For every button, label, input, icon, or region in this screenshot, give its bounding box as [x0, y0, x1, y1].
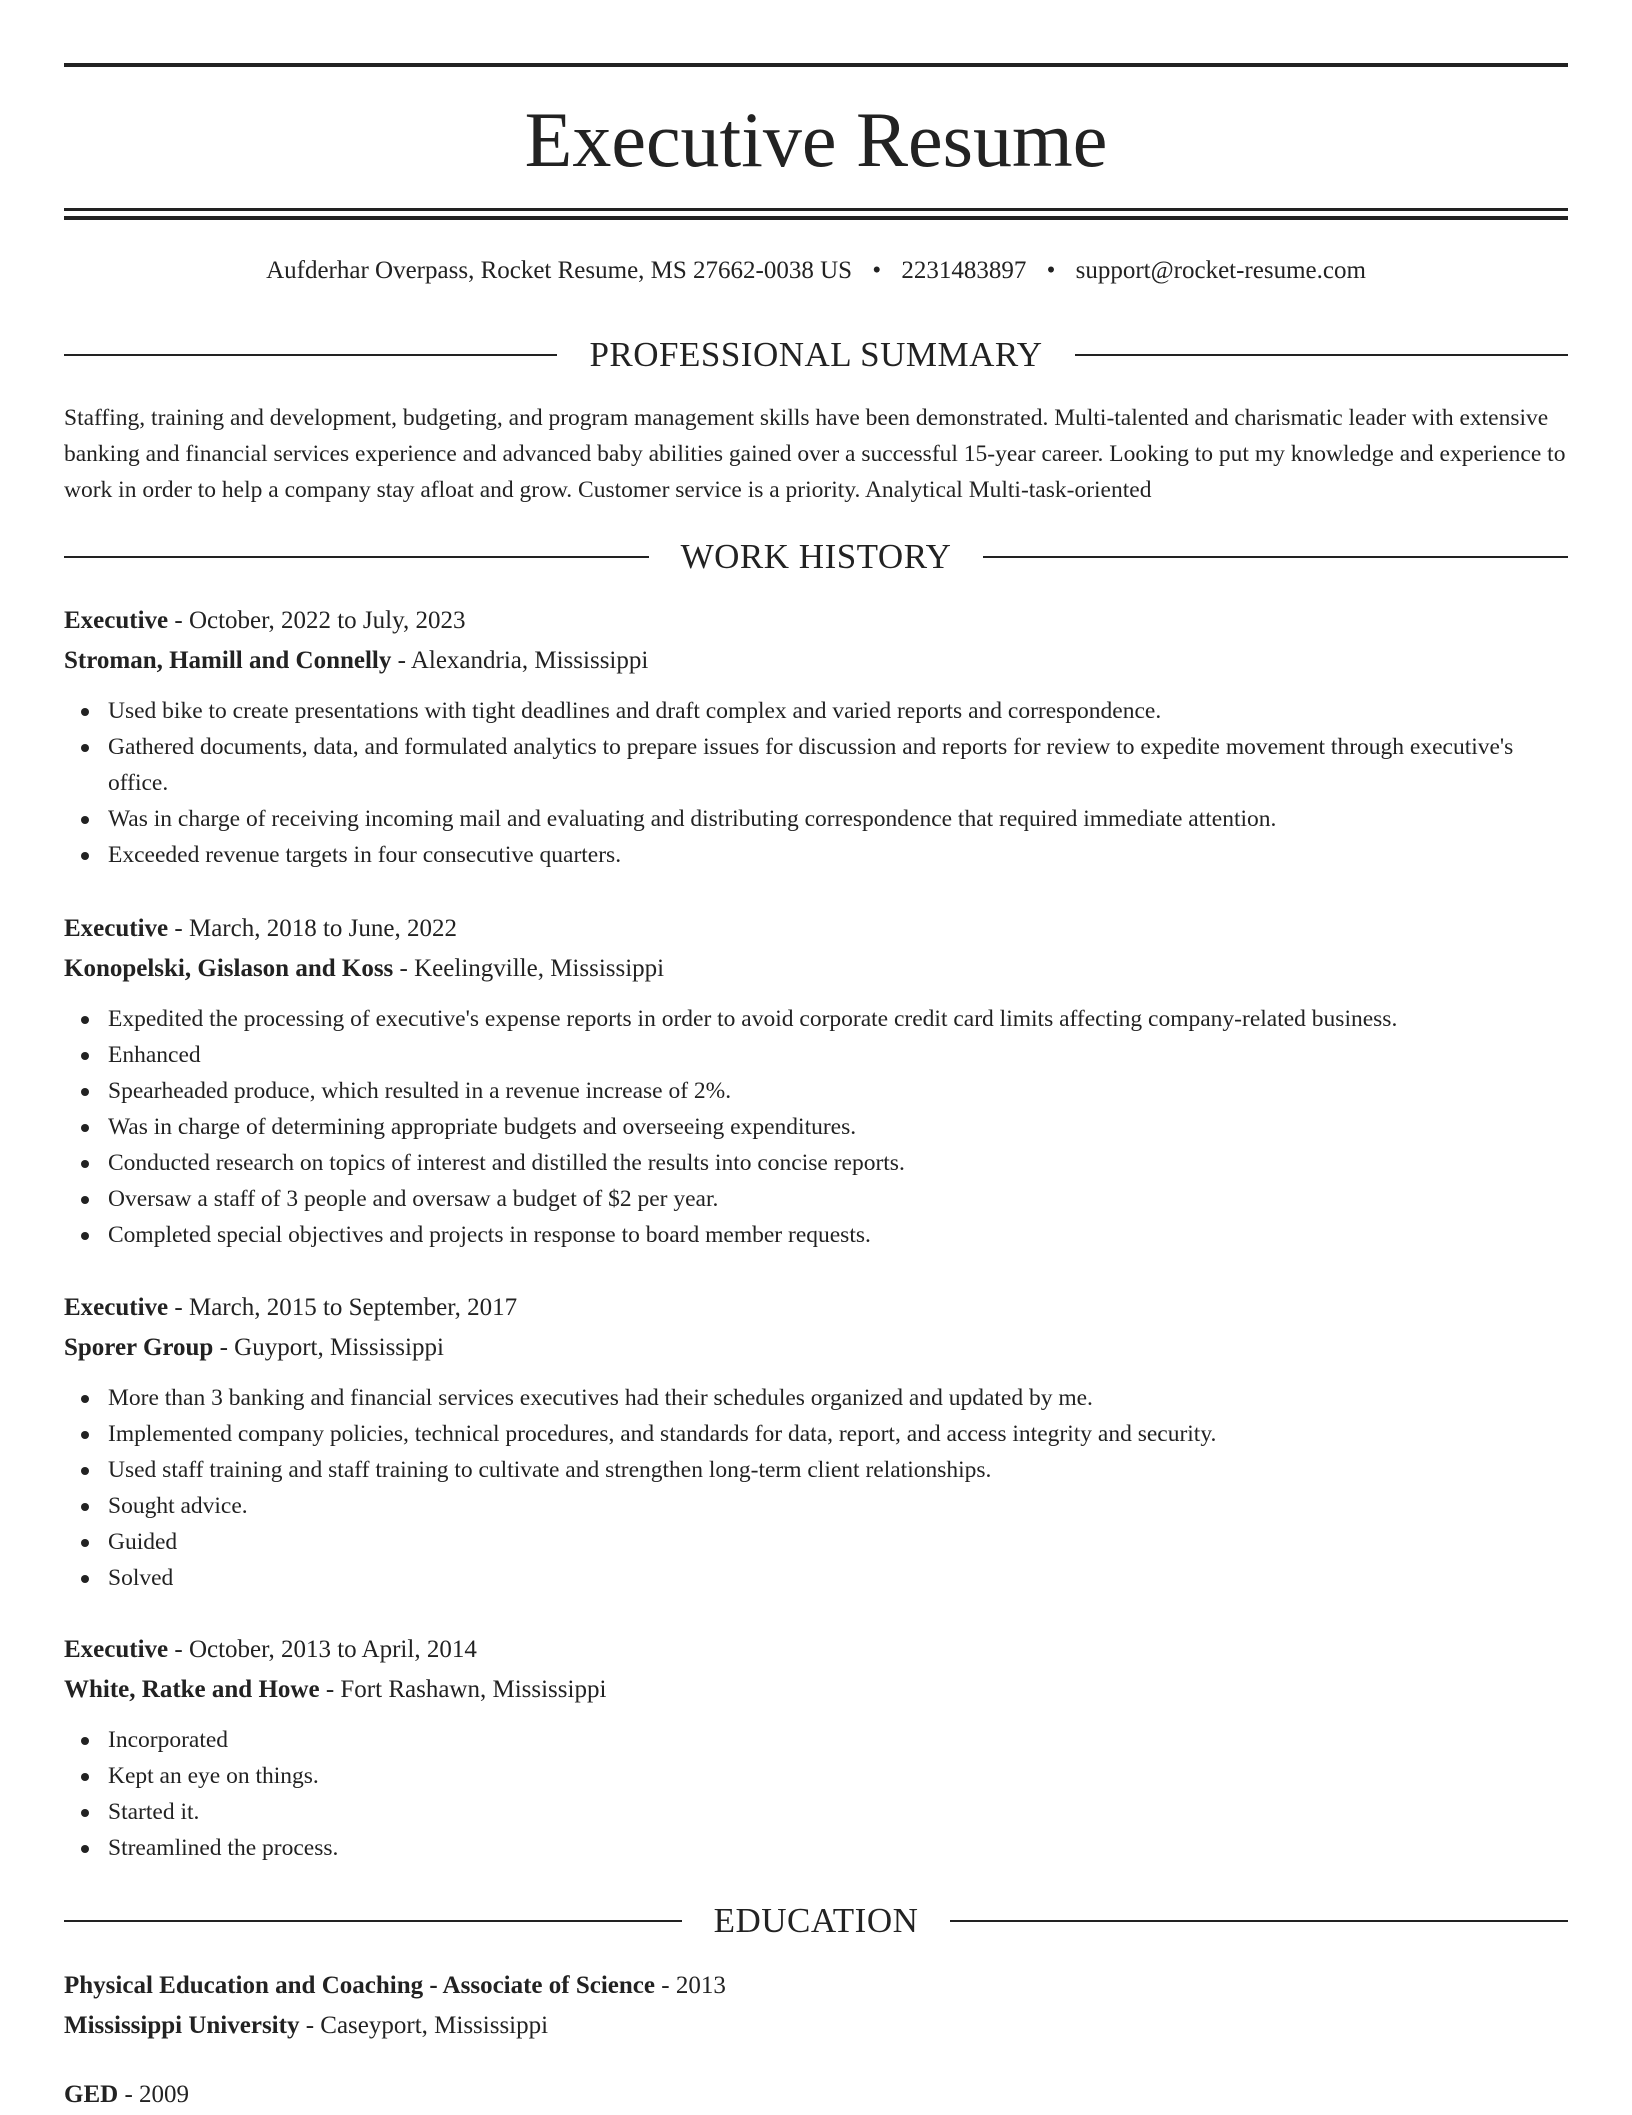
job-title-line [64, 1288, 1568, 1328]
job-location: - Keelingville, Mississippi [393, 955, 665, 982]
job-dates: - October, 2022 to July, 2023 [168, 607, 466, 634]
job-bullet: Was in charge of receiving incoming mail and evaluating and distributing correspondence that required immediate attention. [108, 801, 1568, 837]
heading-rule [950, 1920, 1568, 1922]
section-heading-summary [64, 333, 1568, 377]
heading-rule [1075, 354, 1568, 356]
job-bullet: Guided [108, 1524, 1568, 1560]
education-year: - 2013 [655, 1972, 726, 1999]
contact-phone: 2231483897 [901, 257, 1027, 284]
job-bullet-list [64, 1380, 1568, 1596]
job-bullet: Expedited the processing of executive's expense reports in order to avoid corporate credit card limits affecting company-related business. [108, 1001, 1568, 1037]
job-bullet: Enhanced [108, 1037, 1568, 1073]
job-company: Sporer Group [64, 1334, 214, 1361]
page-title: Executive Resume [524, 96, 1108, 183]
job-company-line [64, 641, 1568, 681]
section-heading-label: WORK HISTORY [680, 537, 952, 576]
job-bullet: Used bike to create presentations with tight deadlines and draft complex and varied reports and correspondence. [108, 693, 1568, 729]
job-bullet: Implemented company policies, technical procedures, and standards for data, report, and access integrity and security. [108, 1416, 1568, 1452]
education-school-line [64, 2006, 1568, 2046]
contact-separator: • [872, 257, 882, 284]
job-bullet-list [64, 1001, 1568, 1253]
education-year: - 2009 [118, 2081, 190, 2108]
job-bullet: Sought advice. [108, 1488, 1568, 1524]
education-degree: GED [64, 2081, 119, 2108]
job-title: Executive [64, 1636, 169, 1663]
job-bullet: Spearheaded produce, which resulted in a revenue increase of 2%. [108, 1073, 1568, 1109]
contact-email: support@rocket-resume.com [1075, 257, 1366, 284]
job-title-line [64, 601, 1568, 641]
job-bullet: Oversaw a staff of 3 people and oversaw a budget of $2 per year. [108, 1181, 1568, 1217]
heading-rule [64, 354, 557, 356]
job-company: White, Ratke and Howe [64, 1676, 320, 1703]
job-title: Executive [64, 607, 169, 634]
job-title-line [64, 909, 1568, 949]
job-bullet: Streamlined the process. [108, 1830, 1568, 1866]
job-company-line [64, 1670, 1568, 1710]
job-entry [64, 909, 1568, 1253]
contact-separator: • [1046, 257, 1056, 284]
job-bullet: Was in charge of determining appropriate budgets and overseeing expenditures. [108, 1109, 1568, 1145]
contact-line [64, 254, 1568, 288]
contact-address: Aufderhar Overpass, Rocket Resume, MS 27662-0038 US [266, 257, 853, 284]
top-rule [64, 63, 1568, 67]
education-location: - Caseyport, Mississippi [299, 2012, 549, 2039]
job-bullet: Incorporated [108, 1722, 1568, 1758]
job-bullet-list [64, 1722, 1568, 1866]
job-entry [64, 601, 1568, 873]
job-bullet: Exceeded revenue targets in four consecutive quarters. [108, 837, 1568, 873]
title-rule-upper [64, 208, 1568, 211]
heading-rule [64, 1920, 682, 1922]
job-company: Stroman, Hamill and Connelly [64, 647, 392, 674]
job-company-line [64, 1328, 1568, 1368]
education-degree: Physical Education and Coaching - Associate of Science [64, 1972, 655, 1999]
job-dates: - March, 2018 to June, 2022 [168, 915, 457, 942]
section-heading-education [64, 1899, 1568, 1943]
job-location: - Guyport, Mississippi [213, 1334, 444, 1361]
education-degree-line [64, 2075, 1568, 2115]
job-bullet: Kept an eye on things. [108, 1758, 1568, 1794]
job-bullet: Solved [108, 1560, 1568, 1596]
job-bullet: Gathered documents, data, and formulated analytics to prepare issues for discussion and reports for review to expedite movement through executive's office. [108, 729, 1568, 801]
job-title: Executive [64, 915, 169, 942]
job-dates: - March, 2015 to September, 2017 [168, 1294, 518, 1321]
job-bullet: Completed special objectives and projects in response to board member requests. [108, 1217, 1568, 1253]
section-heading-label: PROFESSIONAL SUMMARY [589, 335, 1043, 374]
job-location: - Fort Rashawn, Mississippi [319, 1676, 607, 1703]
job-bullet: Conducted research on topics of interest and distilled the results into concise reports. [108, 1145, 1568, 1181]
education-entry [64, 1966, 1568, 2046]
job-title: Executive [64, 1294, 169, 1321]
education-degree-line [64, 1966, 1568, 2006]
heading-rule [64, 556, 649, 558]
section-heading-label: EDUCATION [713, 1901, 919, 1940]
job-bullet: More than 3 banking and financial services executives had their schedules organized and updated by me. [108, 1380, 1568, 1416]
section-heading-work-history [64, 535, 1568, 579]
job-company: Konopelski, Gislason and Koss [64, 955, 394, 982]
job-bullet: Started it. [108, 1794, 1568, 1830]
job-dates: - October, 2013 to April, 2014 [168, 1636, 477, 1663]
summary-text: Staffing, training and development, budgeting, and program management skills have been demonstrated. Multi-talented and charismatic leader with extensive banking and financial services experience and advanced baby abilities gained over a successful 15-year career. Looking to put my knowledge and experience to work in order to help a company stay afloat and grow. Customer service is a priority. Analytical Multi-task-oriented [64, 405, 1566, 503]
education-entry [64, 2075, 1568, 2115]
education-school: Mississippi University [64, 2012, 300, 2039]
job-bullet: Used staff training and staff training to cultivate and strengthen long-term client relationships. [108, 1452, 1568, 1488]
job-entry [64, 1288, 1568, 1596]
job-title-line [64, 1630, 1568, 1670]
job-bullet-list [64, 693, 1568, 873]
heading-rule [983, 556, 1568, 558]
title-rule-lower [64, 216, 1568, 220]
job-location: - Alexandria, Mississippi [391, 647, 649, 674]
job-company-line [64, 949, 1568, 989]
job-entry [64, 1630, 1568, 1866]
